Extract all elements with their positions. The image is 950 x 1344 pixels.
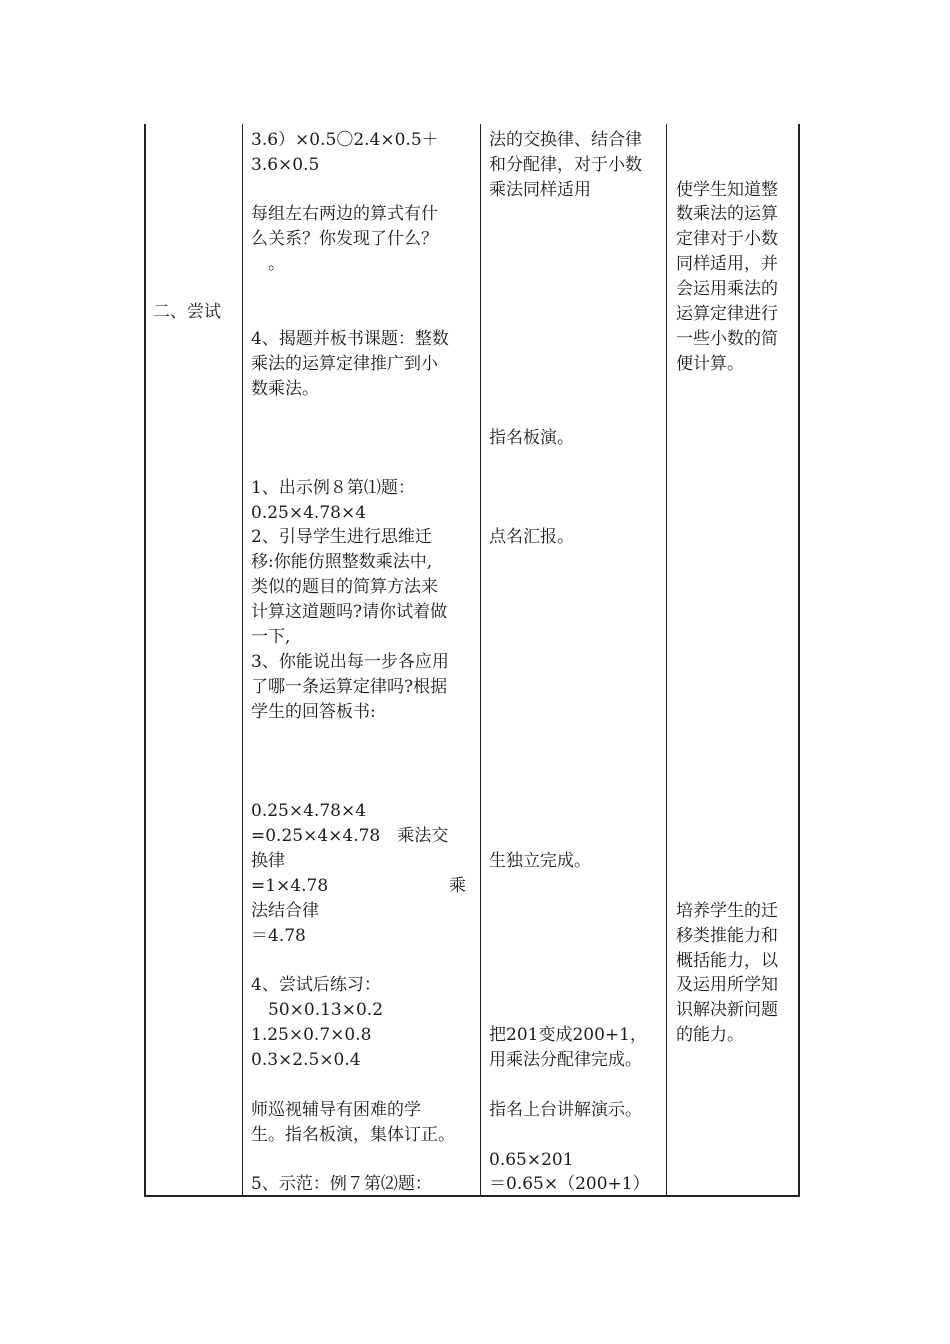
col4-line: 运算定律进行 <box>676 304 778 324</box>
col2-line: 3.6）×0.5〇2.4×0.5＋ <box>251 130 439 150</box>
col2-line: 5、示范：例７第⑵题： <box>251 1174 432 1194</box>
col2-line: 4、尝试后练习： <box>251 975 381 995</box>
col2-line: 学生的回答板书: <box>251 702 376 722</box>
col2-line: 3.6×0.5 <box>251 155 320 175</box>
col4-line: 概括能力，以 <box>676 951 778 971</box>
col3-line: 和分配律，对于小数 <box>489 155 642 175</box>
col2-line: 数乘法。 <box>251 379 319 399</box>
col4-line: 一些小数的简 <box>676 329 778 349</box>
col2-line: 一下, <box>251 627 291 647</box>
col2-line: 1、出示例８第⑴题： <box>251 478 415 498</box>
col2-line: =1×4.78 <box>251 876 329 896</box>
col2-line: 换律 <box>251 851 285 871</box>
col3-line: 点名汇报。 <box>489 527 574 547</box>
col4-line: 会运用乘法的 <box>676 279 778 299</box>
column-divider-2 <box>480 124 481 1197</box>
col2-line: 3、你能说出每一步各应用 <box>251 652 449 672</box>
col3-line: 0.65×201 <box>489 1150 574 1170</box>
col3-line: 乘法同样适用 <box>489 180 591 200</box>
col3-line: 法的交换律、结合律 <box>489 130 642 150</box>
col2-line: 。 <box>251 254 285 274</box>
col4-line: 培养学生的迁 <box>676 901 778 921</box>
col2-line: 每组左右两边的算式有什 <box>251 204 438 224</box>
col2-line: 生。指名板演，集体订正。 <box>251 1125 455 1145</box>
table-border-left <box>144 124 146 1197</box>
table-border-right <box>798 124 800 1197</box>
col2-line: 了哪一条运算定律吗?根据 <box>251 677 448 697</box>
col4-line: 及运用所学知 <box>676 975 778 995</box>
table-border-bottom <box>144 1195 800 1197</box>
col2-line-right: 乘 <box>449 876 466 896</box>
stage-label: 二、尝试 <box>153 302 221 322</box>
col4-line: 使学生知道整 <box>676 180 778 200</box>
col4-line: 移类推能力和 <box>676 926 778 946</box>
col4-line: 同样适用，并 <box>676 254 778 274</box>
col3-line: 用乘法分配律完成。 <box>489 1050 642 1070</box>
col3-line: 指名板演。 <box>489 428 574 448</box>
col4-line: 数乘法的运算 <box>676 204 778 224</box>
col2-line: 4、揭题并板书课题：整数 <box>251 329 449 349</box>
col2-line: 0.25×4.78×4 <box>251 503 367 523</box>
column-divider-3 <box>666 124 667 1197</box>
col2-line: =0.25×4×4.78 乘法交 <box>251 826 449 846</box>
col2-line: ＝4.78 <box>251 926 306 946</box>
col3-line: 把201变成200+1， <box>489 1025 647 1045</box>
col3-line: 生独立完成。 <box>489 851 591 871</box>
col2-line: 2、引导学生进行思维迁 <box>251 527 432 547</box>
col3-line: 指名上台讲解演示。 <box>489 1100 642 1120</box>
col4-line: 便计算。 <box>676 354 744 374</box>
col4-line: 定律对于小数 <box>676 229 778 249</box>
col2-line: 50×0.13×0.2 <box>251 1000 384 1020</box>
col2-line: 0.25×4.78×4 <box>251 801 367 821</box>
col3-line: ＝0.65×（200+1） <box>489 1174 650 1194</box>
col2-line: 0.3×2.5×0.4 <box>251 1050 361 1070</box>
col4-line: 识解决新问题 <box>676 1000 778 1020</box>
col2-line: 乘法的运算定律推广到小 <box>251 354 438 374</box>
col2-line: 类似的题目的简算方法来 <box>251 577 438 597</box>
col2-line: 法结合律 <box>251 901 319 921</box>
col2-line: 计算这道题吗?请你试着做 <box>251 602 448 622</box>
col2-line: 1.25×0.7×0.8 <box>251 1025 372 1045</box>
column-divider-1 <box>242 124 243 1197</box>
col2-line: 师巡视辅导有困难的学 <box>251 1100 421 1120</box>
col4-line: 的能力。 <box>676 1025 744 1045</box>
col2-line: 么关系？你发现了什么？ <box>251 229 438 249</box>
col2-line: 移:你能仿照整数乘法中, <box>251 552 433 572</box>
